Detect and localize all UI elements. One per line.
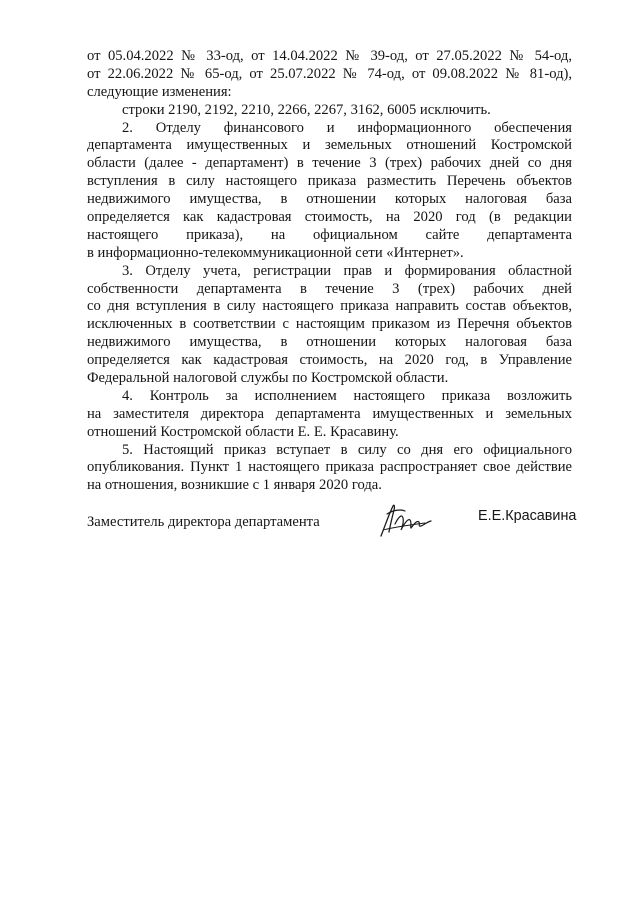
text-line: строки 2190, 2192, 2210, 2266, 2267, 3162, 6005 исключить. bbox=[122, 101, 491, 118]
text-line: недвижимого имущества, в отношении которых налоговая база bbox=[87, 334, 572, 351]
text-line: недвижимого имущества, в отношении которых налоговая база bbox=[87, 191, 572, 208]
text-line: от 22.06.2022 № 65-од, от 25.07.2022 № 74-од, от 09.08.2022 № 81-од), bbox=[87, 65, 572, 82]
text-line: вступления в силу настоящего приказа разместить Перечень объектов bbox=[87, 173, 572, 190]
text-line: определяется как кадастровая стоимость, на 2020 год, в Управление bbox=[87, 352, 572, 369]
text-line: области (далее - департамент) в течение 3 (трех) рабочих дней со дня bbox=[87, 155, 572, 172]
text-line: исключенных в соответствии с настоящим приказом из Перечня объектов bbox=[87, 316, 572, 333]
text-line: на заместителя директора департамента имущественных и земельных bbox=[87, 405, 572, 422]
signatory-title: Заместитель директора департамента bbox=[87, 514, 320, 530]
text-line: 2. Отделу финансового и информационного обеспечения bbox=[122, 119, 572, 136]
text-line: в информационно-телекоммуникационной сети «Интернет». bbox=[87, 244, 464, 261]
text-line: отношений Костромской области Е. Е. Красавину. bbox=[87, 423, 399, 440]
text-line: 3. Отделу учета, регистрации прав и формирования областной bbox=[122, 262, 572, 279]
text-line: от 05.04.2022 № 33-од, от 14.04.2022 № 39-од, от 27.05.2022 № 54-од, bbox=[87, 48, 572, 64]
signatory-name: Е.Е.Красавина bbox=[478, 508, 577, 524]
signature-block bbox=[87, 506, 577, 536]
text-line: опубликования. Пункт 1 настоящего приказа распространяет свое действие bbox=[87, 459, 572, 476]
text-line: собственности департамента в течение 3 (трех) рабочих дней bbox=[87, 280, 572, 297]
text-line: со дня вступления в силу настоящего приказа направить состав объектов, bbox=[87, 298, 572, 315]
text-line: департамента имущественных и земельных отношений Костромской bbox=[87, 137, 572, 154]
text-line: 5. Настоящий приказ вступает в силу со дня его официального bbox=[122, 441, 572, 458]
text-line: на отношения, возникшие с 1 января 2020 года. bbox=[87, 477, 382, 494]
text-line: Федеральной налоговой службы по Костромской области. bbox=[87, 370, 449, 387]
text-line: следующие изменения: bbox=[87, 83, 232, 100]
text-line: настоящего приказа), на официальном сайте департамента bbox=[87, 226, 572, 243]
handwritten-signature bbox=[375, 500, 437, 540]
document-body bbox=[87, 48, 572, 495]
text-line: определяется как кадастровая стоимость, на 2020 год (в редакции bbox=[87, 209, 572, 226]
text-line: 4. Контроль за исполнением настоящего приказа возложить bbox=[122, 387, 572, 404]
